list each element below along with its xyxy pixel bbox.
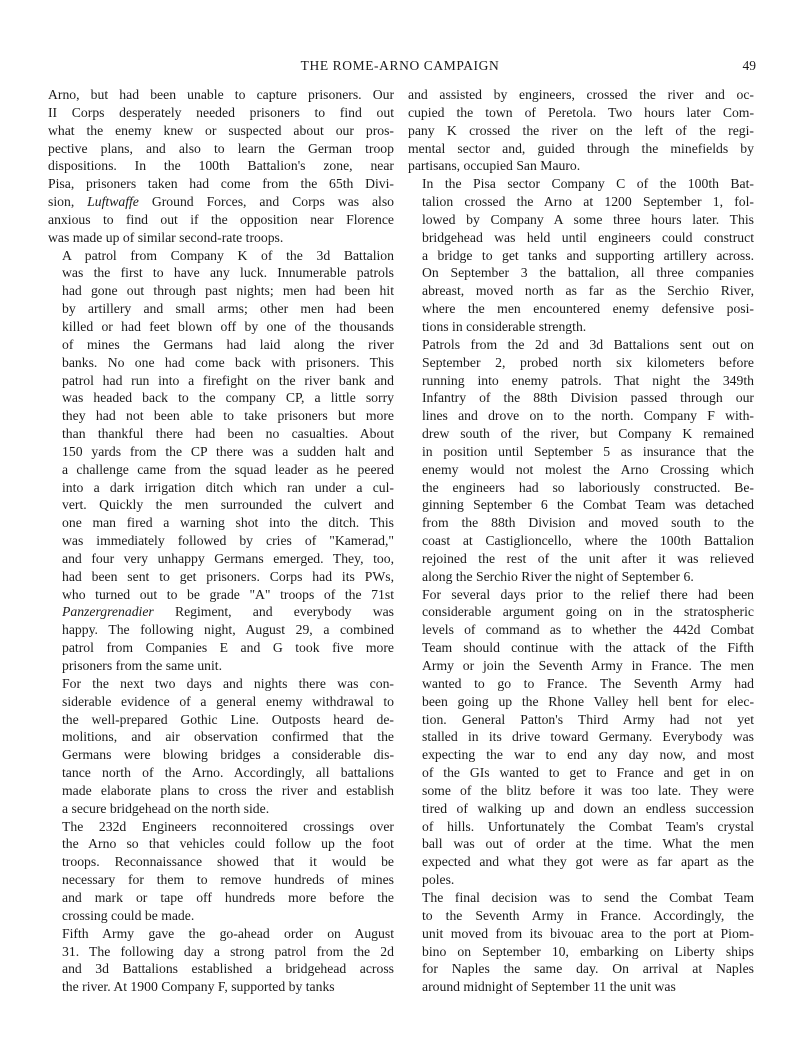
text-line: had gone out through past nights; men had been hit [62,283,394,299]
text-line: Fifth Army gave the go-ahead order on August [62,925,394,941]
text-line: Germans were blowing bridges a considerable dis- [62,747,394,763]
text-line: the river. At 1900 Company F, supported by tanks [62,979,335,995]
text-line: for Naples the same day. On arrival at Naples [422,961,754,977]
text-line: II Corps desperately needed prisoners to find out [48,104,394,120]
paragraph [48,86,394,247]
paragraph [48,675,394,818]
page-header [0,58,800,76]
text-line: what the enemy knew or suspected about our pros- [48,122,394,138]
text-line: Panzergrenadier Regiment, and everybody was [62,604,394,620]
text-line: molitions, and air observation confirmed that the [62,729,394,745]
text-line: mental sector and, guided through the minefields by [408,140,754,156]
text-line: in position until September 5 as insurance that the [422,443,754,459]
text-line: than thankful there had been no casualties. About [62,426,394,442]
text-line: and four very unhappy Germans emerged. They, too, [62,550,394,566]
paragraph [408,889,754,996]
text-line: anxious to find out if the opposition near Florence [48,211,394,227]
text-line: For several days prior to the relief there had been [422,586,754,602]
text-line: of the GIs wanted to get to France and get in on [422,765,754,781]
text-line: For the next two days and nights there was con- [62,675,394,691]
text-line: the engineers had so laboriously constructed. Be- [422,479,754,495]
text-line: expecting the war to end any day now, and most [422,747,754,763]
text-line: was immediately followed by cries of "Kamerad," [62,533,394,549]
text-line: patrol from Companies E and G took five more [62,640,394,656]
text-line: 31. The following day a strong patrol from the 2d [62,943,394,959]
text-line: Army or join the Seventh Army in France. The men [422,658,754,673]
text-line: of mines the Germans had laid along the river [62,336,394,352]
text-line: a bridge to get tanks and supporting artillery across. [422,247,754,263]
text-line: considerable argument going on in the stratospheric [422,604,754,620]
text-line: 150 yards from the CP there was a sudden halt and [62,443,394,459]
text-line: tired of walking up and down an endless succession [422,800,754,816]
running-title: THE ROME-ARNO CAMPAIGN [300,58,500,73]
text-line: to the Seventh Army in France. Accordingly, the [422,907,754,923]
text-line: they had not been able to take prisoners but more [62,408,394,424]
text-line: pective plans, and also to learn the German troop [48,140,394,156]
page-number: 49 [742,58,756,73]
paragraph [48,247,394,675]
text-line: bridgehead was held until engineers could construct [422,229,754,245]
text-line: been going up the Rhone Valley hell bent for elec- [422,693,754,709]
text-line: Team should continue with the attack of the Fifth [422,640,754,656]
text-line: along the Serchio River the night of September 6. [422,568,694,584]
text-line: coast at Castiglioncello, where the 100th Battalion [422,533,754,549]
text-line: one man fired a warning shot into the ditch. This [62,515,394,531]
text-line: happy. The following night, August 29, a combined [62,622,394,638]
paragraph [408,175,754,336]
text-line: The 232d Engineers reconnoitered crossings over [62,818,394,834]
text-line: the well-prepared Gothic Line. Outposts heard de- [62,711,394,727]
text-line: unit moved from its bivouac area to the port at Piom- [422,925,754,941]
text-line: tions in considerable strength. [422,318,587,334]
text-line: patrol had run into a firefight on the river bank and [62,372,394,388]
text-line: necessary for them to remove hundreds of mines [62,872,394,888]
text-line: On September 3 the battalion, all three companies [422,265,754,281]
text-line: around midnight of September 11 the unit was [422,979,676,995]
paragraph [48,925,394,996]
text-line: ginning September 6 the Combat Team was detached [422,497,754,513]
text-line: a secure bridgehead on the north side. [62,800,270,816]
text-line: from the 88th Division and moved south to the [422,515,754,531]
paragraph [48,818,394,925]
text-line: September 2, probed north six kilometers before [422,354,754,370]
right-column [408,86,754,996]
text-line: talion crossed the Arno at 1200 September 1, fol- [422,194,754,210]
text-line: wanted to go to France. The Seventh Army had [422,675,754,691]
text-line: made elaborate plans to cross the river and establish [62,782,394,798]
text-line: Patrols from the 2d and 3d Battalions sent out on [422,336,754,352]
left-column [48,86,394,996]
text-line: drew south of the river, but Company K remained [422,426,754,442]
text-line: partisans, occupied San Mauro. [408,158,581,174]
text-line: tion. General Patton's Third Army had not yet [422,711,754,727]
text-line: vert. Quickly the men surrounded the culvert and [62,497,394,513]
paragraph [408,586,754,889]
text-line: Arno, but had been unable to capture prisoners. Our [48,87,394,102]
text-line: where the men encountered enemy defensive posi- [422,301,754,317]
text-line: banks. No one had come back with prisoners. This [62,354,394,370]
text-line: stalled in its drive toward Germany. Everybody was [422,729,754,745]
text-line: was headed back to the company CP, a little sorry [62,390,394,406]
text-line: dispositions. In the 100th Battalion's zone, near [48,158,394,174]
text-line: had been sent to get prisoners. Corps had its PWs, [62,568,394,584]
text-line: enemy would not molest the Arno Crossing which [422,461,754,477]
text-line: some of the blitz before it was too late. They were [422,782,754,798]
text-line: Pisa, prisoners taken had come from the 65th Divi- [48,176,394,192]
text-line: cupied the town of Peretola. Two hours later Com- [408,104,754,120]
text-line: and 3d Battalions established a bridgehead across [62,961,394,977]
text-line: crossing could be made. [62,907,195,923]
text-line: was the first to have any luck. Innumerable patrols [62,265,394,281]
text-line: In the Pisa sector Company C of the 100th Bat- [422,176,754,192]
text-line: and mark or tape off hundreds more before the [62,889,394,905]
text-line: and assisted by engineers, crossed the river and oc- [408,87,754,102]
text-line: siderable evidence of a general enemy withdrawal to [62,693,394,709]
paragraph [408,336,754,586]
text-line: troops. Reconnaissance showed that it would be [62,854,394,870]
text-line: levels of command as to whether the 442d Combat [422,622,754,638]
text-line: prisoners from the same unit. [62,658,223,673]
text-line: the Arno so that vehicles could follow up the foot [62,836,394,852]
text-line: running into enemy patrols. That night the 349th [422,372,754,388]
text-line: expected and what they got were as far apart as the [422,854,754,870]
text-line: poles. [422,872,455,888]
text-line: bino on September 10, embarking on Liberty ships [422,943,754,959]
paragraph [408,86,754,175]
text-line: The final decision was to send the Combat Team [422,889,754,905]
text-line: a challenge came from the squad leader as he peered [62,461,394,477]
text-line: lowed by Company A some three hours later. This [422,211,754,227]
text-line: Infantry of the 88th Division passed through our [422,390,754,406]
text-line: abreast, moved north as far as the Serchio River, [422,283,754,299]
text-line: tance north of the Arno. Accordingly, all battalions [62,765,394,781]
text-line: who turned out to be grade "A" troops of the 71st [62,586,394,602]
text-line: by artillery and small arms; other men had been [62,301,394,317]
text-line: was made up of similar second-rate troops. [48,229,284,245]
text-line: into a dark irrigation ditch which ran under a cul- [62,479,394,495]
text-line: A patrol from Company K of the 3d Battalion [62,247,394,263]
text-line: rejoined the rest of the unit after it was relieved [422,550,754,566]
text-line: killed or had feet blown off by one of the thousands [62,318,394,334]
text-line: sion, Luftwaffe Ground Forces, and Corps was also [48,194,394,210]
text-line: ball was out of order at the time. What the men [422,836,754,852]
text-line: of hills. Unfortunately the Combat Team's crystal [422,818,754,834]
text-line: lines and drove on to the north. Company F with- [422,408,754,424]
text-line: pany K crossed the river on the left of the regi- [408,122,754,138]
